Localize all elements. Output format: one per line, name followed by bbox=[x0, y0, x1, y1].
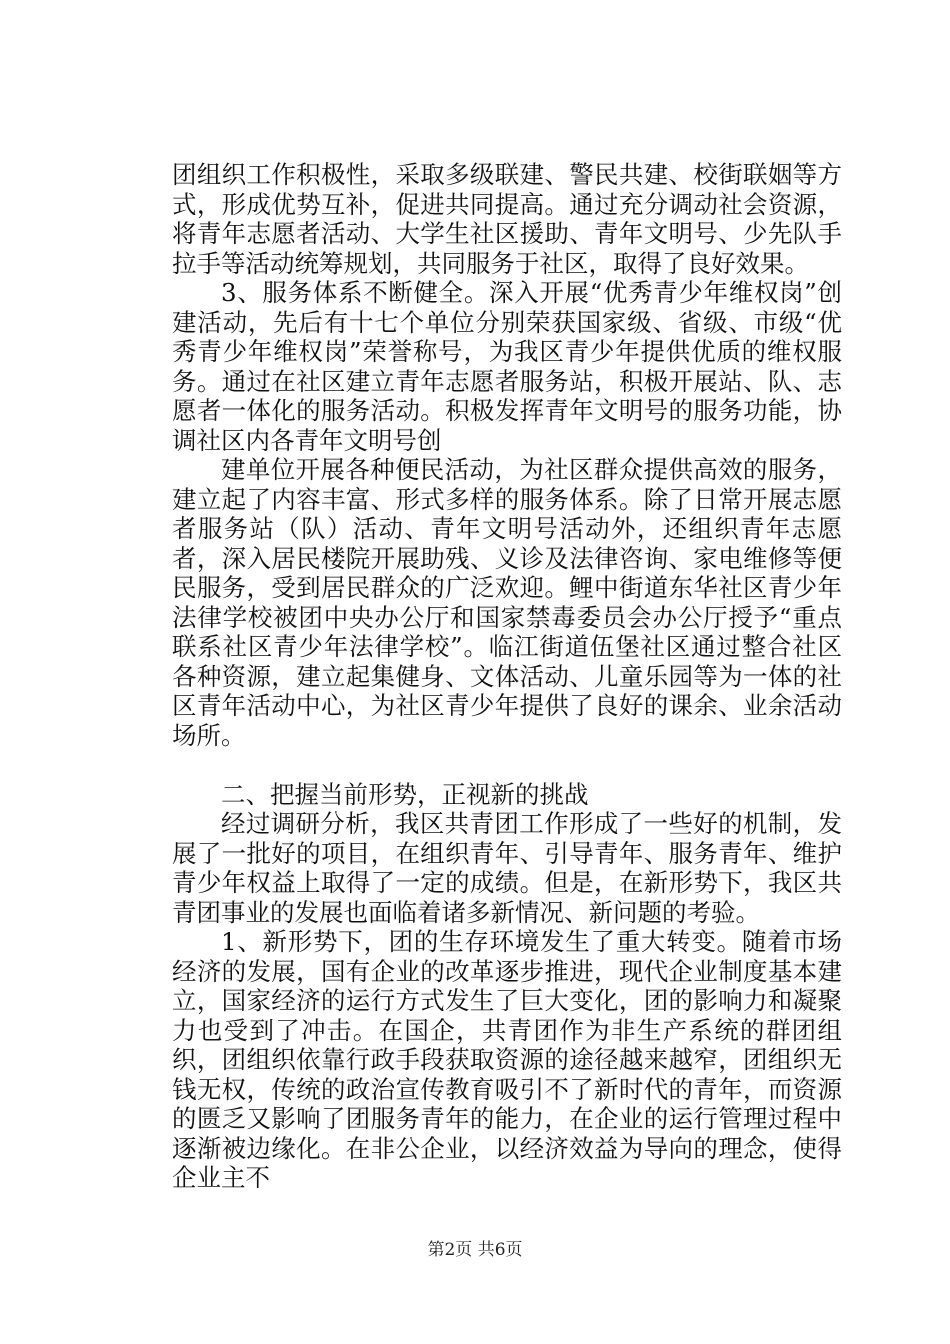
paragraph-continuation: 团组织工作积极性，采取多级联建、警民共建、校街联姻等方式，形成优势互补，促进共同提高。通过充分调动社会资源，将青年志愿者活动、大学生社区援助、青年文明号、少先队手拉手等活动统筹规划，共同服务于社区，取得了良好效果。 bbox=[172, 160, 842, 278]
paragraph-gap bbox=[172, 750, 842, 780]
paragraph-service-system: 3、服务体系不断健全。深入开展“优秀青少年维权岗”创建活动，先后有十七个单位分别荣获国家级、省级、市级“优秀青少年维权岗”荣誉称号，为我区青少年提供优质的维权服务。通过在社区建立青年志愿者服务站，积极开展站、队、志愿者一体化的服务活动。积极发挥青年文明号的服务功能，协调社区内各青年文明号创 bbox=[172, 278, 842, 455]
paragraph-service-activities: 建单位开展各种便民活动，为社区群众提供高效的服务，建立起了内容丰富、形式多样的服务体系。除了日常开展志愿者服务站（队）活动、青年文明号活动外，还组织青年志愿者，深入居民楼院开展助残、义诊及法律咨询、家电维修等便民服务，受到居民群众的广泛欢迎。鲤中街道东华社区青少年法律学校被团中央办公厅和国家禁毒委员会办公厅授予“重点联系社区青少年法律学校”。临江街道伍堡社区通过整合社区各种资源，建立起集健身、文体活动、儿童乐园等为一体的社区青年活动中心，为社区青少年提供了良好的课余、业余活动场所。 bbox=[172, 455, 842, 750]
section-heading: 二、把握当前形势，正视新的挑战 bbox=[221, 779, 589, 809]
paragraph-analysis: 经过调研分析，我区共青团工作形成了一些好的机制，发展了一批好的项目，在组织青年、引导青年、服务青年、维护青少年权益上取得了一定的成绩。但是，在新形势下，我区共青团事业的发展也面临着诸多新情况、新问题的考验。 bbox=[172, 809, 842, 927]
page-footer: 第2页 共6页 bbox=[427, 1240, 523, 1260]
paragraph-new-situation: 1、新形势下，团的生存环境发生了重大转变。随着市场经济的发展，国有企业的改革逐步推进，现代企业制度基本建立，国家经济的运行方式发生了巨大变化，团的影响力和凝聚力也受到了冲击。在国企，共青团作为非生产系统的群团组织，团组织依靠行政手段获取资源的途径越来越窄，团组织无钱无权，传统的政治宣传教育吸引不了新时代的青年，而资源的匮乏又影响了团服务青年的能力，在企业的运行管理过程中逐渐被边缘化。在非公企业，以经济效益为导向的理念，使得企业主不 bbox=[172, 927, 842, 1192]
document-body bbox=[172, 160, 842, 1193]
